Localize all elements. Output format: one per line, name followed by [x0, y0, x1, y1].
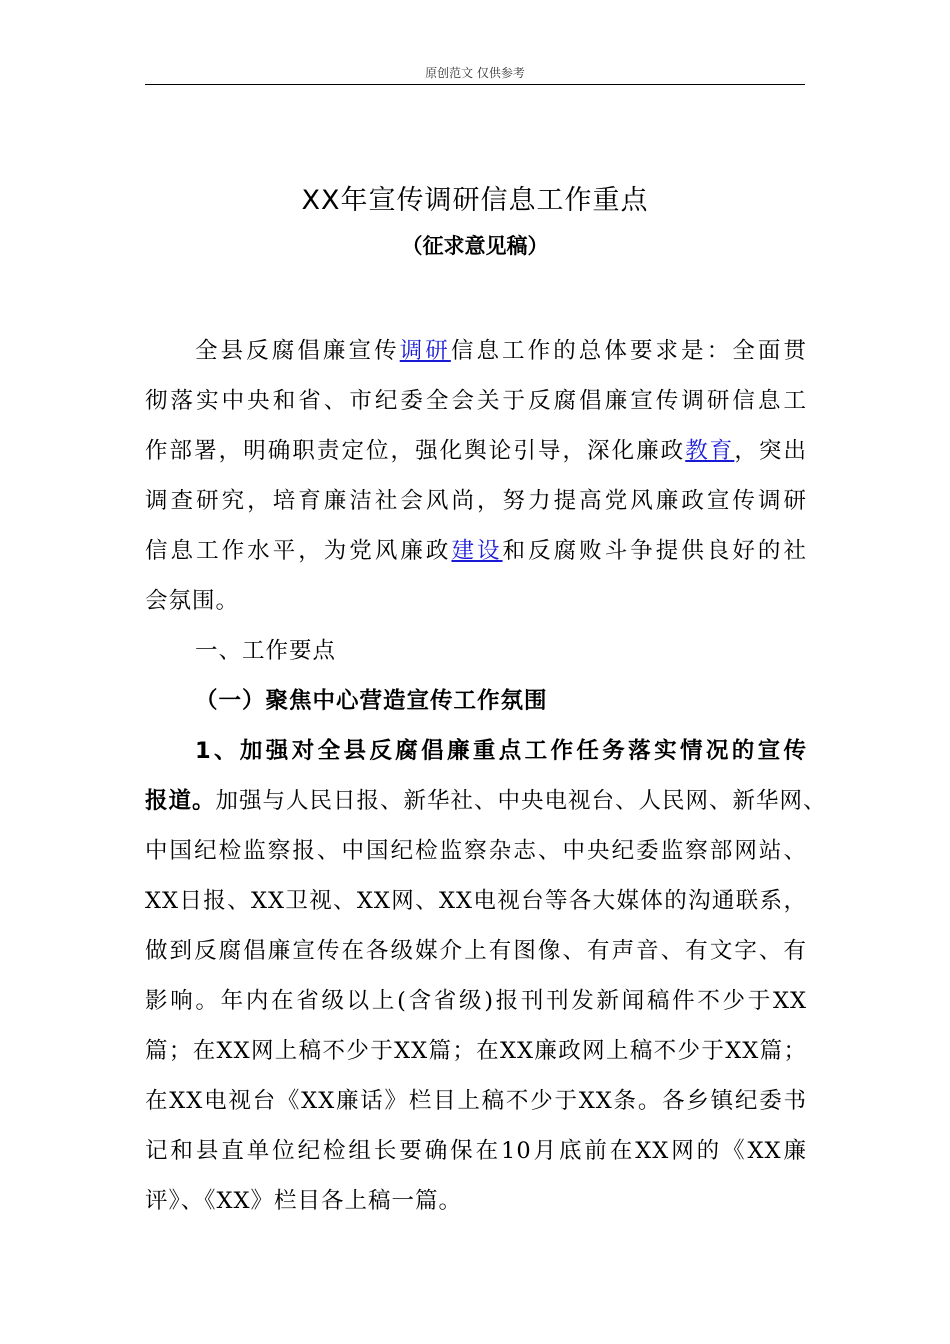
header-note: 原创范文 仅供参考: [425, 66, 525, 80]
text: 作部署，明确职责定位，强化舆论引导，深化廉政: [145, 438, 686, 464]
bold-text: 报道。: [145, 788, 216, 814]
paragraph-line: 调查研究，培育廉洁社会风尚，努力提高党风廉政宣传调研: [145, 488, 807, 514]
subsection-heading: （一）聚焦中心营造宣传工作氛围: [195, 688, 548, 714]
paragraph-line: [145, 776, 827, 826]
paragraph-line: [145, 426, 807, 476]
document-subtitle: （征求意见稿）: [401, 234, 549, 258]
paragraph-line: 评》、《XX》栏目各上稿一篇。: [145, 1188, 463, 1214]
paragraph-line: 在XX电视台《XX廉话》栏目上稿不少于XX条。各乡镇纪委书: [145, 1088, 807, 1114]
document-title: XX年宣传调研信息工作重点: [301, 185, 649, 216]
text: 信息工作水平，为党风廉政: [145, 538, 452, 564]
paragraph-line: 篇；在XX网上稿不少于XX篇；在XX廉政网上稿不少于XX篇；: [145, 1038, 807, 1064]
link-construction[interactable]: 建设: [451, 538, 503, 564]
paragraph-line: [145, 326, 807, 376]
paragraph-line: 中国纪检监察报、中国纪检监察杂志、中央纪委监察部网站、: [145, 838, 807, 864]
paragraph-line: 记和县直单位纪检组长要确保在10月底前在XX网的《XX廉: [145, 1138, 807, 1164]
paragraph-line: 做到反腐倡廉宣传在各级媒介上有图像、有声音、有文字、有: [145, 938, 807, 964]
link-research[interactable]: 调研: [399, 338, 451, 364]
text: ，突出: [734, 438, 807, 464]
paragraph-line: [145, 526, 807, 576]
section-heading: 一、工作要点: [195, 638, 337, 664]
header-divider: [145, 84, 805, 85]
link-education[interactable]: 教育: [685, 438, 735, 464]
document-body: [145, 326, 827, 1226]
item-heading: 1、加强对全县反腐倡廉重点工作任务落实情况的宣传: [195, 738, 807, 764]
text: 和反腐败斗争提供良好的社: [502, 538, 807, 564]
text: 加强与人民日报、新华社、中央电视台、人民网、新华网、: [215, 788, 827, 814]
paragraph-line: 彻落实中央和省、市纪委全会关于反腐倡廉宣传调研信息工: [145, 388, 807, 414]
paragraph-line: 会氛围。: [145, 588, 240, 614]
text: 全县反腐倡廉宣传: [195, 338, 400, 364]
paragraph-line: 影响。年内在省级以上(含省级)报刊刊发新闻稿件不少于XX: [145, 988, 807, 1014]
paragraph-line: XX日报、XX卫视、XX网、XX电视台等各大媒体的沟通联系，: [145, 888, 807, 914]
text: 信息工作的总体要求是：全面贯: [450, 338, 807, 364]
